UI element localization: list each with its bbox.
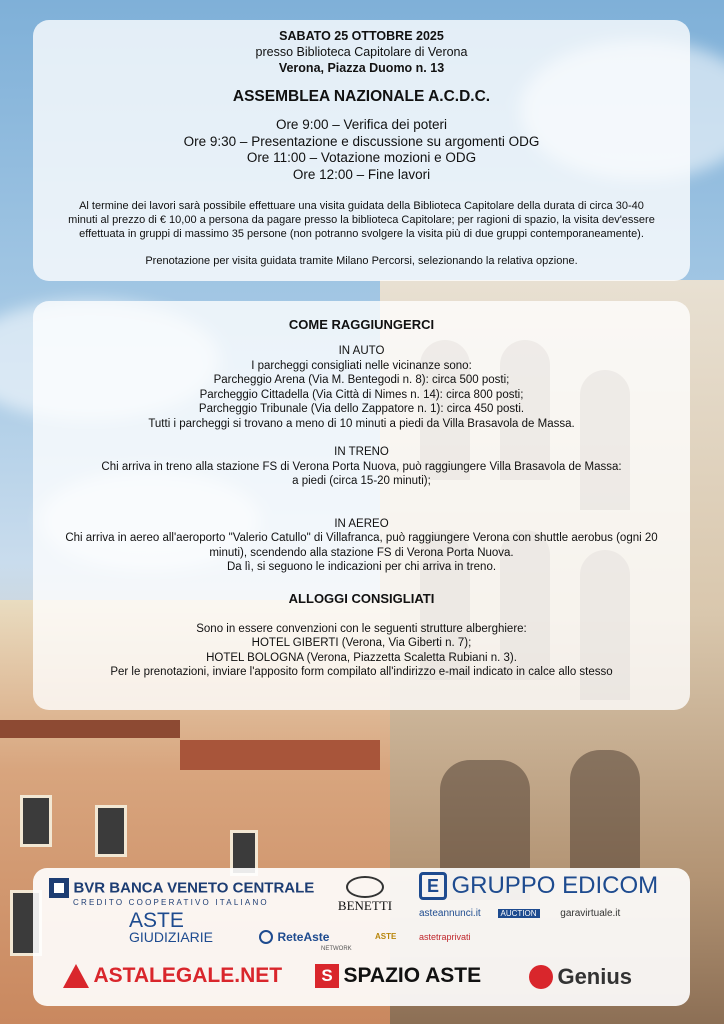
- bvr-logo: [49, 878, 314, 907]
- bvr-subtitle: CREDITO COOPERATIVO ITALIANO: [73, 898, 269, 907]
- tour-paragraph: [47, 199, 676, 242]
- reteaste-name: ReteAste: [277, 929, 330, 944]
- lodging-title: ALLOGGI CONSIGLIATI: [288, 590, 435, 606]
- train-line: a piedi (circa 15-20 minuti);: [292, 475, 431, 487]
- reteaste-mark-icon: [259, 930, 273, 944]
- train-section: [33, 445, 690, 489]
- genius-name: Genius: [557, 964, 633, 989]
- edicom-sub-brands: [419, 908, 620, 919]
- bvr-mark-icon: [49, 878, 69, 898]
- sponsors-panel: [33, 868, 690, 1006]
- astalegale-name: ASTALEGALE.NET: [93, 964, 283, 987]
- plane-line: minuti), scendendo alla stazione FS di Verona Porta Nuova.: [209, 546, 514, 559]
- car-line: Parcheggio Cittadella (Via Città di Nimes n. 14): circa 800 posti;: [199, 388, 524, 401]
- auction-logo: AUCTION: [498, 909, 540, 918]
- train-line: Chi arriva in treno alla stazione FS di Verona Porta Nuova, può raggiungere Villa Brasavola de Massa:: [101, 460, 622, 473]
- event-info-panel: [33, 20, 690, 281]
- lodging-line: HOTEL BOLOGNA (Verona, Piazzetta Scaletta Rubiani n. 3).: [206, 651, 517, 664]
- spazioaste-name: SPAZIO ASTE: [343, 964, 482, 987]
- edicom-name: GRUPPO EDICOM: [451, 872, 659, 899]
- benetti-logo: [331, 876, 399, 914]
- asteannunci-logo: asteannunci.it: [419, 908, 481, 919]
- garavirtuale-logo: garavirtuale.it: [560, 908, 621, 919]
- aste-giudiziarie-word2: GIUDIZIARIE: [129, 929, 214, 945]
- lodging-line: Per le prenotazioni, inviare l'apposito form compilato all'indirizzo e-mail indicato in calce allo stesso: [110, 666, 613, 678]
- plane-line: Chi arriva in aereo all'aeroporto "Valerio Catullo" di Villafranca, può raggiungere Verona con shuttle aerobus (ogni 20: [65, 532, 658, 544]
- plane-heading: IN AEREO: [334, 517, 389, 530]
- plane-line: Da lì, si seguono le indicazioni per chi arriva in treno.: [226, 561, 497, 573]
- car-line: I parcheggi consigliati nelle vicinanze sono:: [251, 359, 472, 372]
- reteaste-logo: [259, 928, 352, 952]
- event-address: Verona, Piazza Duomo n. 13: [278, 61, 445, 75]
- genius-logo: [529, 964, 632, 990]
- astetraprivati-logo: astetraprivati: [419, 932, 471, 942]
- tour-line: effettuata in gruppi di massimo 35 persone (non potranno svolgere la visita più di due gruppi contemporaneamente).: [79, 228, 644, 241]
- aste-giudiziarie-logo: [129, 909, 214, 946]
- event-venue: presso Biblioteca Capitolare di Verona: [255, 45, 468, 59]
- bvr-name: BVR BANCA VENETO CENTRALE: [73, 879, 315, 897]
- aste-giudiziarie-word1: ASTE: [129, 909, 184, 932]
- plane-section: [33, 517, 690, 575]
- edicom-mark-icon: E: [419, 872, 447, 900]
- genius-mark-icon: [529, 965, 553, 989]
- astalegale-logo: [63, 964, 282, 988]
- tour-line: Al termine dei lavori sarà possibile effettuare una visita guidata della Biblioteca Capitolare della durata di circa 30-40: [79, 200, 644, 212]
- lodging-line: Sono in essere convenzioni con le seguenti strutture alberghiere:: [196, 622, 527, 635]
- event-date: SABATO 25 OTTOBRE 2025: [279, 29, 444, 43]
- lodging-section: [33, 622, 690, 680]
- reteaste-subtitle: NETWORK: [321, 946, 352, 952]
- spazioaste-logo: [315, 964, 481, 988]
- directions-panel: [33, 301, 690, 710]
- schedule-item: Ore 9:00 – Verifica dei poteri: [275, 117, 448, 132]
- astalegale-mark-icon: [63, 964, 89, 988]
- car-line: Parcheggio Arena (Via M. Bentegodi n. 8): circa 500 posti;: [213, 374, 510, 386]
- aste-telematiche-logo: ASTE: [375, 932, 397, 941]
- edicom-logo: [419, 872, 658, 900]
- car-section: [33, 344, 690, 431]
- lodging-line: HOTEL GIBERTI (Verona, Via Giberti n. 7);: [251, 637, 472, 649]
- car-line: Tutti i parcheggi si trovano a meno di 10 minuti a piedi da Villa Brasavola de Massa.: [148, 417, 575, 430]
- directions-title: COME RAGGIUNGERCI: [288, 317, 435, 332]
- benetti-mark-icon: [346, 876, 384, 898]
- schedule-item: Ore 12:00 – Fine lavori: [292, 166, 431, 182]
- tour-line: minuti al prezzo di € 10,00 a persona da pagare presso la biblioteca Capitolare; per ragioni di spazio, la visita dev'essere: [68, 214, 655, 227]
- benetti-name: BENETTI: [337, 898, 393, 913]
- car-line: Parcheggio Tribunale (Via dello Zappatore n. 1): circa 450 posti.: [198, 403, 525, 415]
- booking-note: Prenotazione per visita guidata tramite Milano Percorsi, selezionando la relativa opzione.: [145, 254, 578, 267]
- train-heading: IN TRENO: [334, 446, 389, 458]
- schedule-item: Ore 11:00 – Votazione mozioni e ODG: [246, 150, 477, 165]
- event-title: ASSEMBLEA NAZIONALE A.C.D.C.: [232, 88, 491, 105]
- schedule: [33, 117, 690, 183]
- schedule-item: Ore 9:30 – Presentazione e discussione su argomenti ODG: [183, 133, 540, 149]
- car-heading: IN AUTO: [338, 345, 385, 357]
- spazioaste-mark-icon: S: [315, 964, 339, 988]
